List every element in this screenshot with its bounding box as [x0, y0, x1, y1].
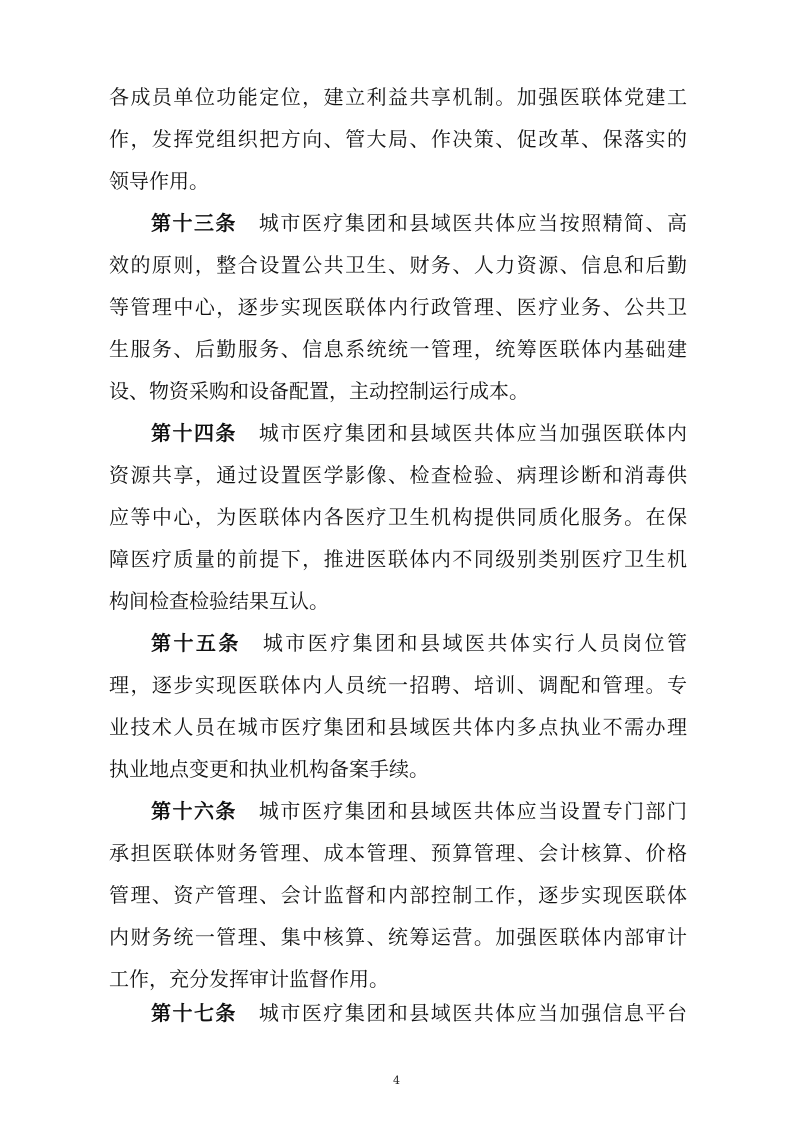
article-text: 城市医疗集团和县域医共体应当加强信息平台 — [258, 1001, 687, 1025]
article-first-line — [151, 996, 687, 1030]
page-number: 4 — [393, 1074, 400, 1087]
text-line: 工作，充分发挥审计监督作用。 — [109, 967, 389, 991]
article-heading: 第十三条 — [151, 211, 237, 235]
text-line: 资源共享，通过设置医学影像、检查检验、病理诊断和消毒供 — [109, 463, 687, 487]
text-line: 障医疗质量的前提下，推进医联体内不同级别类别医疗卫生机 — [109, 547, 687, 571]
text-line: 作，发挥党组织把方向、管大局、作决策、促改革、保落实的 — [109, 127, 687, 151]
text-line: 理，逐步实现医联体内人员统一招聘、培训、调配和管理。专 — [109, 673, 687, 697]
text-line: 等管理中心，逐步实现医联体内行政管理、医疗业务、公共卫 — [109, 295, 687, 319]
article-text: 城市医疗集团和县域医共体实行人员岗位管 — [262, 631, 687, 655]
article-first-line — [151, 416, 687, 450]
article-text: 城市医疗集团和县域医共体应当按照精简、高 — [258, 211, 687, 235]
article-heading: 第十六条 — [151, 799, 237, 823]
text-line: 各成员单位功能定位，建立利益共享机制。加强医联体党建工 — [109, 85, 687, 109]
text-line: 效的原则，整合设置公共卫生、财务、人力资源、信息和后勤 — [109, 253, 687, 277]
text-line: 领导作用。 — [109, 169, 209, 193]
text-line: 执业地点变更和执业机构备案手续。 — [109, 757, 429, 781]
text-line: 承担医联体财务管理、成本管理、预算管理、会计核算、价格 — [109, 841, 687, 865]
text-line: 应等中心，为医联体内各医疗卫生机构提供同质化服务。在保 — [109, 505, 687, 529]
text-line: 设、物资采购和设备配置，主动控制运行成本。 — [109, 379, 529, 403]
article-first-line — [151, 626, 687, 660]
article-text: 城市医疗集团和县域医共体应当设置专门部门 — [258, 799, 687, 823]
article-heading: 第十四条 — [151, 421, 237, 445]
article-first-line — [151, 206, 687, 240]
article-heading: 第十七条 — [151, 1001, 237, 1025]
text-line: 构间检查检验结果互认。 — [109, 589, 329, 613]
article-text: 城市医疗集团和县域医共体应当加强医联体内 — [258, 421, 687, 445]
article-heading: 第十五条 — [151, 631, 241, 655]
text-line: 业技术人员在城市医疗集团和县域医共体内多点执业不需办理 — [109, 715, 687, 739]
text-line: 生服务、后勤服务、信息系统统一管理，统筹医联体内基础建 — [109, 337, 687, 361]
text-line: 管理、资产管理、会计监督和内部控制工作，逐步实现医联体 — [109, 883, 687, 907]
article-first-line — [151, 794, 687, 828]
text-line: 内财务统一管理、集中核算、统筹运营。加强医联体内部审计 — [109, 925, 687, 949]
